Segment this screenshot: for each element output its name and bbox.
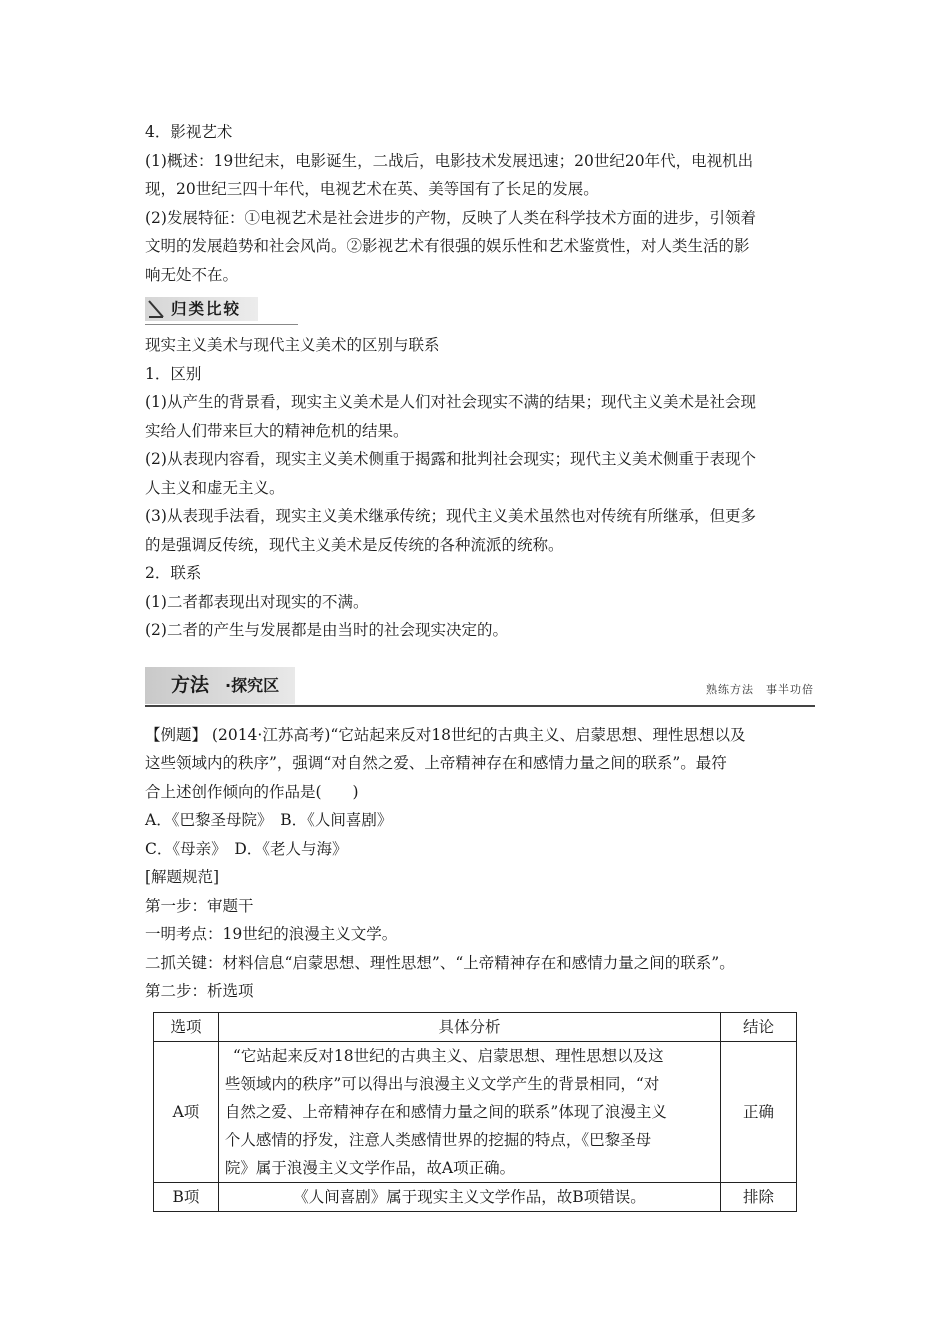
analysis-table bbox=[153, 1012, 797, 1212]
paragraph-line: 的是强调反传统，现代主义美术是反传统的各种流派的统称。 bbox=[145, 535, 564, 554]
heading-rule bbox=[145, 705, 815, 707]
heading-rule bbox=[145, 324, 298, 325]
topic-line: 现实主义美术与现代主义美术的区别与联系 bbox=[145, 336, 440, 354]
compare-heading bbox=[145, 295, 820, 325]
option-cell: B项 bbox=[154, 1183, 219, 1212]
analysis-cell bbox=[218, 1183, 720, 1212]
method-heading bbox=[145, 667, 820, 711]
table-header-cell: 具体分析 bbox=[218, 1013, 720, 1042]
step-line: 一明考点：19世纪的浪漫主义文学。 bbox=[145, 925, 398, 943]
table-header-cell: 结论 bbox=[721, 1013, 797, 1042]
paragraph-line: (3)从表现手法看，现实主义美术继承传统；现代主义美术虽然也对传统有所继承，但更多 bbox=[145, 507, 756, 525]
analysis-cell bbox=[218, 1042, 720, 1183]
paragraph-line: (1)概述：19世纪末，电影诞生，二战后，电影技术发展迅速；20世纪20年代，电视机出 bbox=[145, 151, 754, 170]
page-content bbox=[145, 118, 820, 1006]
paragraph-line: (1)从产生的背景看，现实主义美术是人们对社会现实不满的结果；现代主义美术是社会现 bbox=[145, 393, 756, 411]
question-line: 【例题】 (2014·江苏高考)“它站起来反对18世纪的古典主义、启蒙思想、理性思想以及 bbox=[145, 725, 746, 744]
question-line: 合上述创作倾向的作品是( ) bbox=[145, 782, 359, 801]
paragraph-line: 人主义和虚无主义。 bbox=[145, 478, 285, 497]
conclusion-cell: 正确 bbox=[721, 1042, 797, 1183]
option-cell: A项 bbox=[154, 1042, 219, 1183]
question-line: 这些领域内的秩序”，强调“对自然之爱、上帝精神存在和感情力量之间的联系”。最符 bbox=[145, 754, 727, 772]
method-heading-main: 方法 bbox=[171, 673, 210, 696]
analysis-line: 自然之爱、上帝精神存在和感情力量之间的联系”体现了浪漫主义 bbox=[224, 1103, 667, 1121]
paragraph-line: (1)二者都表现出对现实的不满。 bbox=[145, 592, 369, 611]
paragraph-line: (2)二者的产生与发展都是由当时的社会现实决定的。 bbox=[145, 621, 508, 639]
section-title: 4．影视艺术 bbox=[145, 123, 233, 141]
analysis-line: 院》属于浪漫主义文学作品，故A项正确。 bbox=[224, 1159, 516, 1177]
paragraph-line: 文明的发展趋势和社会风尚。②影视艺术有很强的娱乐性和艺术鉴赏性，对人类生活的影 bbox=[145, 237, 750, 255]
options-line: A．《巴黎圣母院》 B．《人间喜剧》 bbox=[145, 811, 393, 829]
paragraph-line: 响无处不在。 bbox=[145, 265, 239, 284]
conclusion-cell: 排除 bbox=[721, 1183, 797, 1212]
step-title: 第二步：析选项 bbox=[145, 982, 254, 1000]
subsection-title: 2．联系 bbox=[145, 564, 202, 582]
analysis-line: “它站起来反对18世纪的古典主义、启蒙思想、理性思想以及这 bbox=[232, 1047, 664, 1065]
paragraph-line: (2)发展特征：①电视艺术是社会进步的产物，反映了人类在科学技术方面的进步，引领着 bbox=[145, 208, 756, 227]
analysis-line: 个人感情的抒发，注意人类感情世界的挖掘的特点，《巴黎圣母 bbox=[224, 1131, 652, 1149]
paragraph-line: 现，20世纪三四十年代，电视艺术在英、美等国有了长足的发展。 bbox=[145, 180, 599, 198]
table-row bbox=[154, 1183, 797, 1212]
compare-heading-title: 归类比较 bbox=[171, 300, 242, 318]
paragraph-line: (2)从表现内容看，现实主义美术侧重于揭露和批判社会现实；现代主义美术侧重于表现个 bbox=[145, 450, 756, 468]
analysis-line: 些领域内的秩序”可以得出与浪漫主义文学产生的背景相同，“对 bbox=[224, 1075, 660, 1093]
paragraph-line: 实给人们带来巨大的精神危机的结果。 bbox=[145, 421, 409, 440]
step-line: 二抓关键：材料信息“启蒙思想、理性思想”、“上帝精神存在和感情力量之间的联系”。 bbox=[145, 953, 735, 972]
solution-label: [解题规范] bbox=[145, 868, 220, 886]
method-tagline: 熟练方法 事半功倍 bbox=[706, 682, 814, 696]
method-heading-sub: ·探究区 bbox=[225, 675, 280, 695]
options-line: C．《母亲》 D．《老人与海》 bbox=[145, 839, 348, 858]
table-row bbox=[154, 1042, 797, 1183]
step-title: 第一步：审题干 bbox=[145, 896, 254, 915]
analysis-line: 《人间喜剧》属于现实主义文学作品，故B项错误。 bbox=[293, 1188, 646, 1206]
table-header-cell: 选项 bbox=[154, 1013, 219, 1042]
diagonal-mark-icon bbox=[147, 299, 165, 319]
subsection-title: 1．区别 bbox=[145, 364, 202, 383]
table-header-row bbox=[154, 1013, 797, 1042]
